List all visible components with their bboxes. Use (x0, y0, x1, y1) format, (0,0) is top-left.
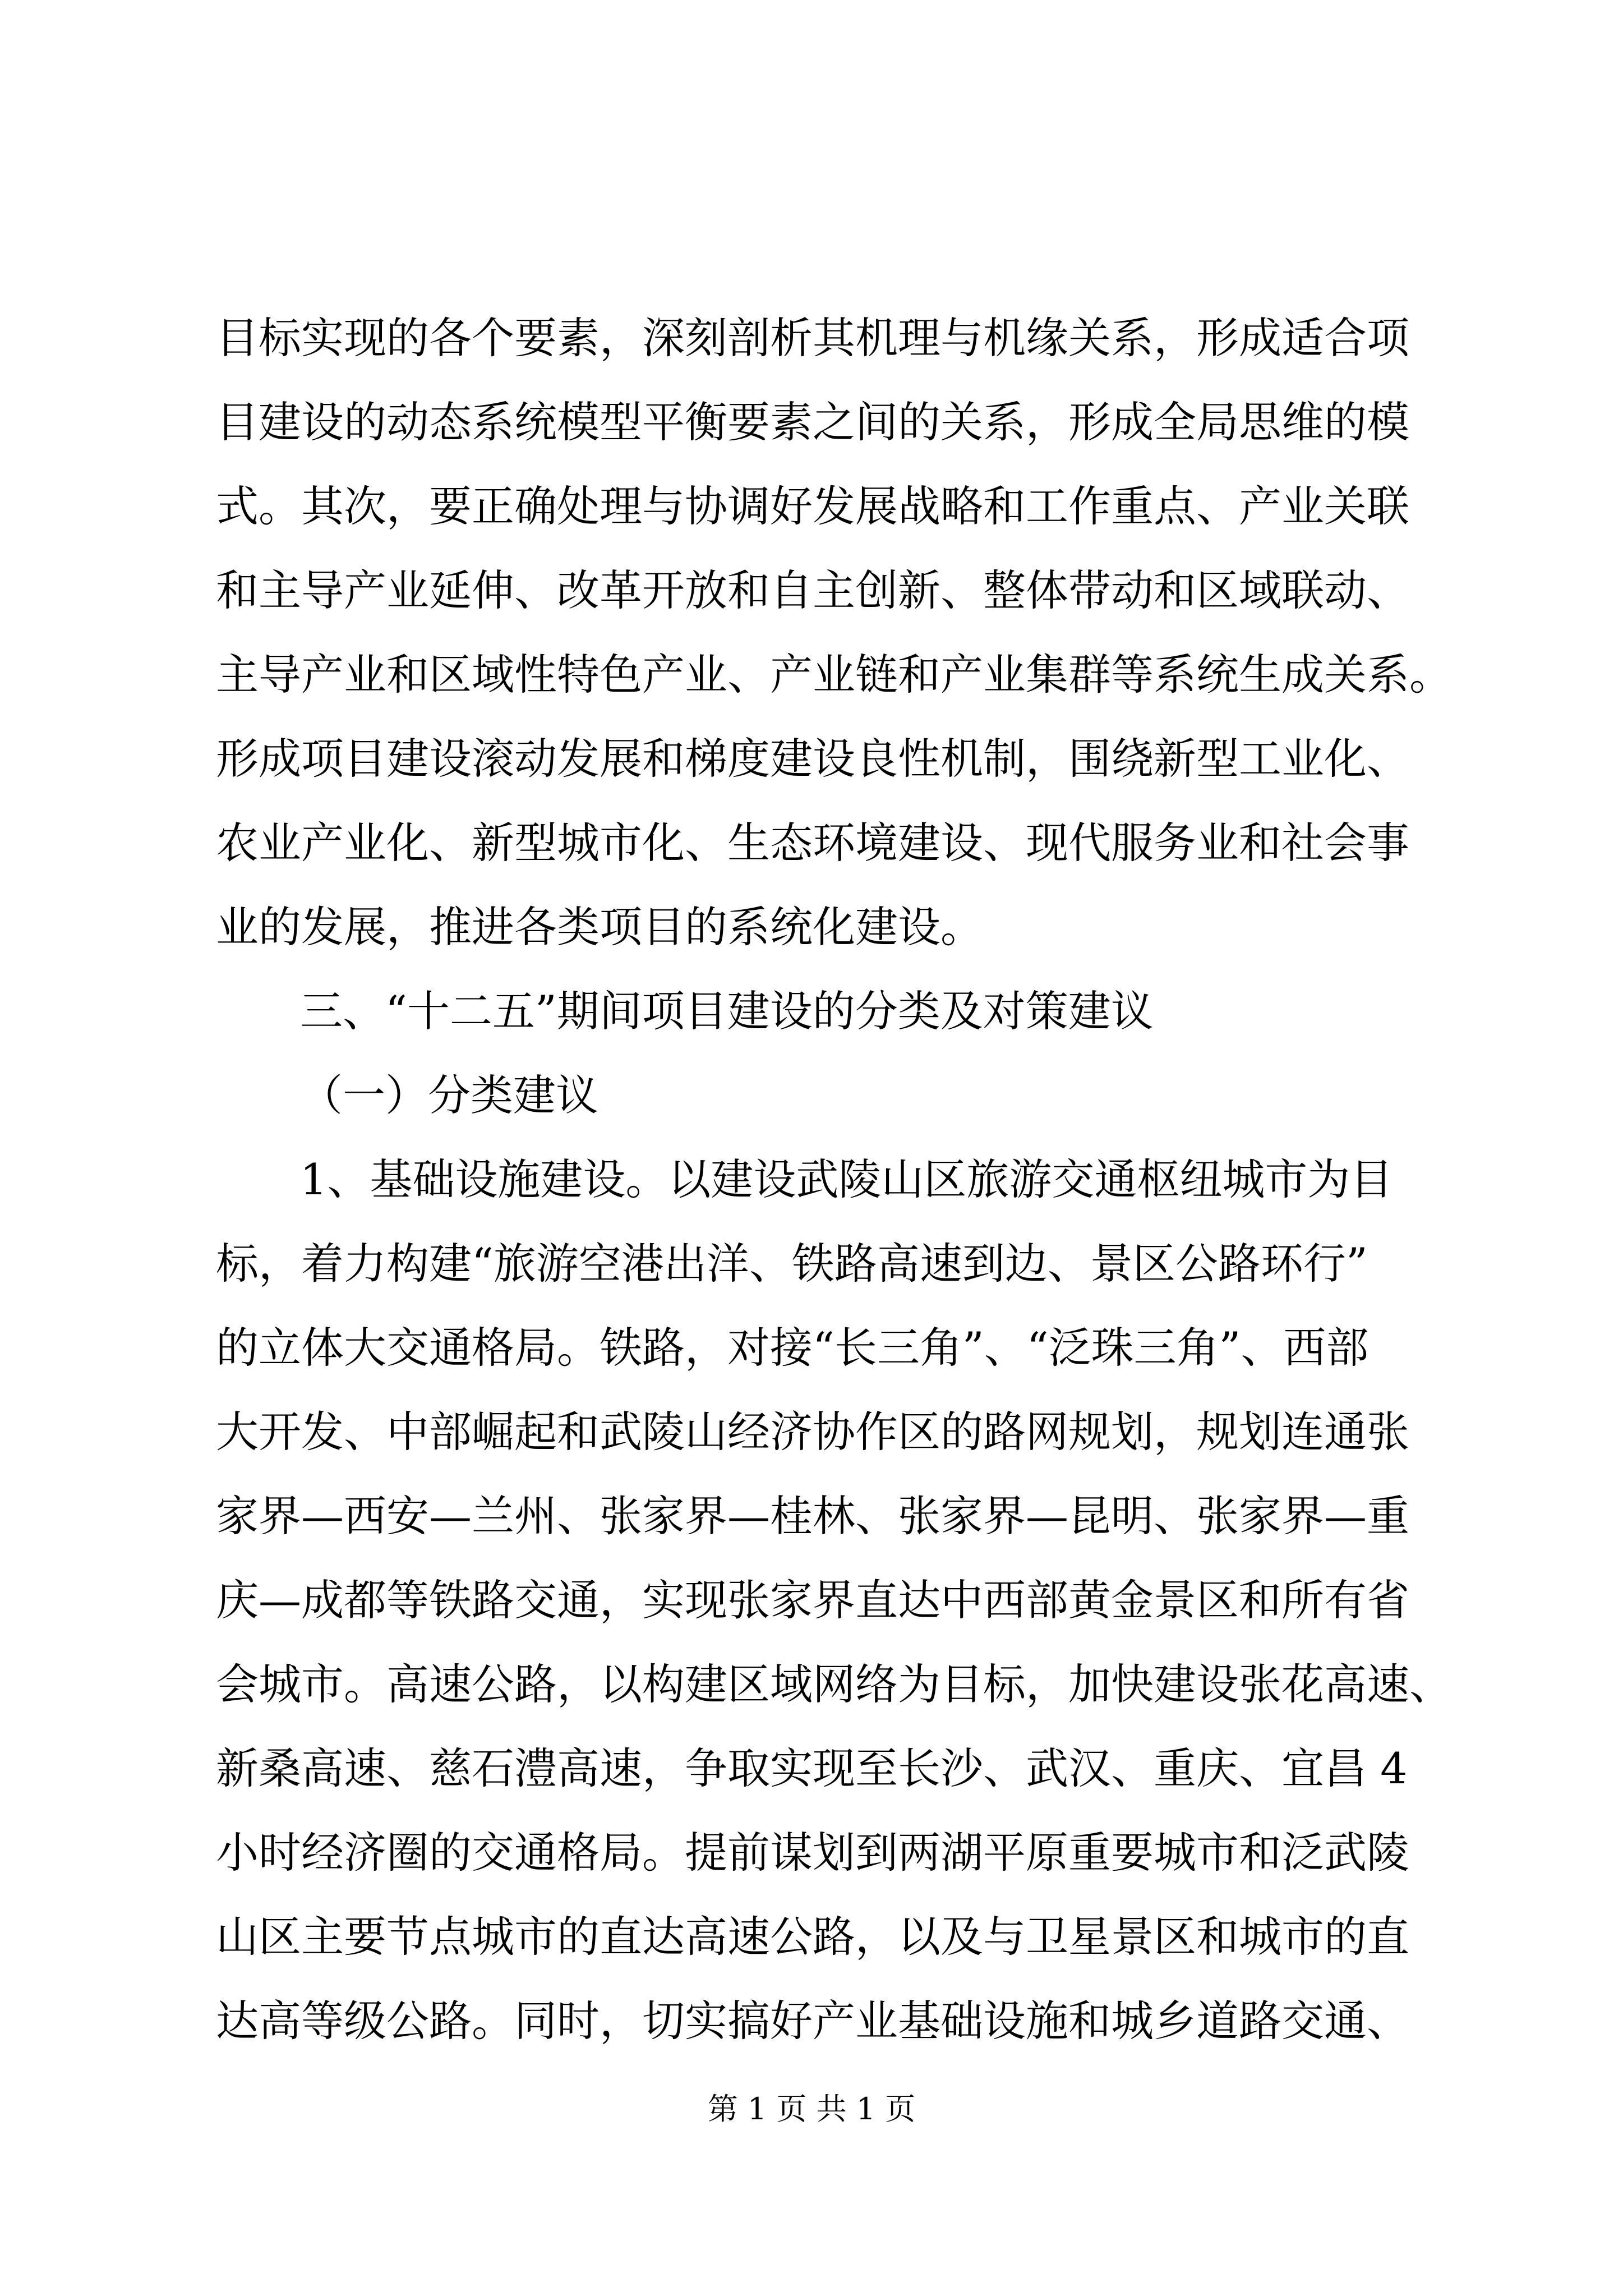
body-line: 小时经济圈的交通格局。提前谋划到两湖平原重要城市和泛武陵 (216, 1828, 1409, 1878)
body-line: 式。其次，要正确处理与协调好发展战略和工作重点、产业关联 (216, 481, 1409, 531)
body-line: 庆—成都等铁路交通，实现张家界直达中西部黄金景区和所有省 (216, 1575, 1409, 1625)
body-line: 目建设的动态系统模型平衡要素之间的关系，形成全局思维的模 (216, 397, 1409, 447)
body-line: 主导产业和区域性特色产业、产业链和产业集群等系统生成关系。 (216, 650, 1452, 700)
body-line: 目标实现的各个要素，深刻剖析其机理与机缘关系，形成适合项 (216, 313, 1409, 363)
body-line: 标，着力构建“旅游空港出洋、铁路高速到边、景区公路环行” (216, 1239, 1368, 1289)
body-line: 1、基础设施建设。以建设武陵山区旅游交通枢纽城市为目 (300, 1154, 1393, 1204)
page-footer: 第 1 页 共 1 页 (707, 2091, 916, 2127)
subsection-heading: （一）分类建议 (300, 1070, 598, 1120)
body-line: 山区主要节点城市的直达高速公路，以及与卫星景区和城市的直 (216, 1912, 1409, 1962)
body-line: 新桑高速、慈石澧高速，争取实现至长沙、武汉、重庆、宜昌 4 (216, 1743, 1408, 1793)
body-line: 的立体大交通格局。铁路，对接“长三角”、“泛珠三角”、西部 (216, 1323, 1369, 1373)
body-line: 家界—西安—兰州、张家界—桂林、张家界—昆明、张家界—重 (216, 1491, 1409, 1541)
body-line: 大开发、中部崛起和武陵山经济协作区的路网规划，规划连通张 (216, 1407, 1409, 1457)
section-heading: 三、“十二五”期间项目建设的分类及对策建议 (300, 986, 1154, 1036)
body-line: 会城市。高速公路，以构建区域网络为目标，加快建设张花高速、 (216, 1659, 1452, 1709)
body-line: 达高等级公路。同时，切实搞好产业基础设施和城乡道路交通、 (216, 1996, 1409, 2046)
body-line: 业的发展，推进各类项目的系统化建设。 (216, 902, 983, 952)
body-line: 和主导产业延伸、改革开放和自主创新、整体带动和区域联动、 (216, 565, 1409, 615)
body-line: 农业产业化、新型城市化、生态环境建设、现代服务业和社会事 (216, 818, 1409, 868)
body-line: 形成项目建设滚动发展和梯度建设良性机制，围绕新型工业化、 (216, 734, 1409, 784)
